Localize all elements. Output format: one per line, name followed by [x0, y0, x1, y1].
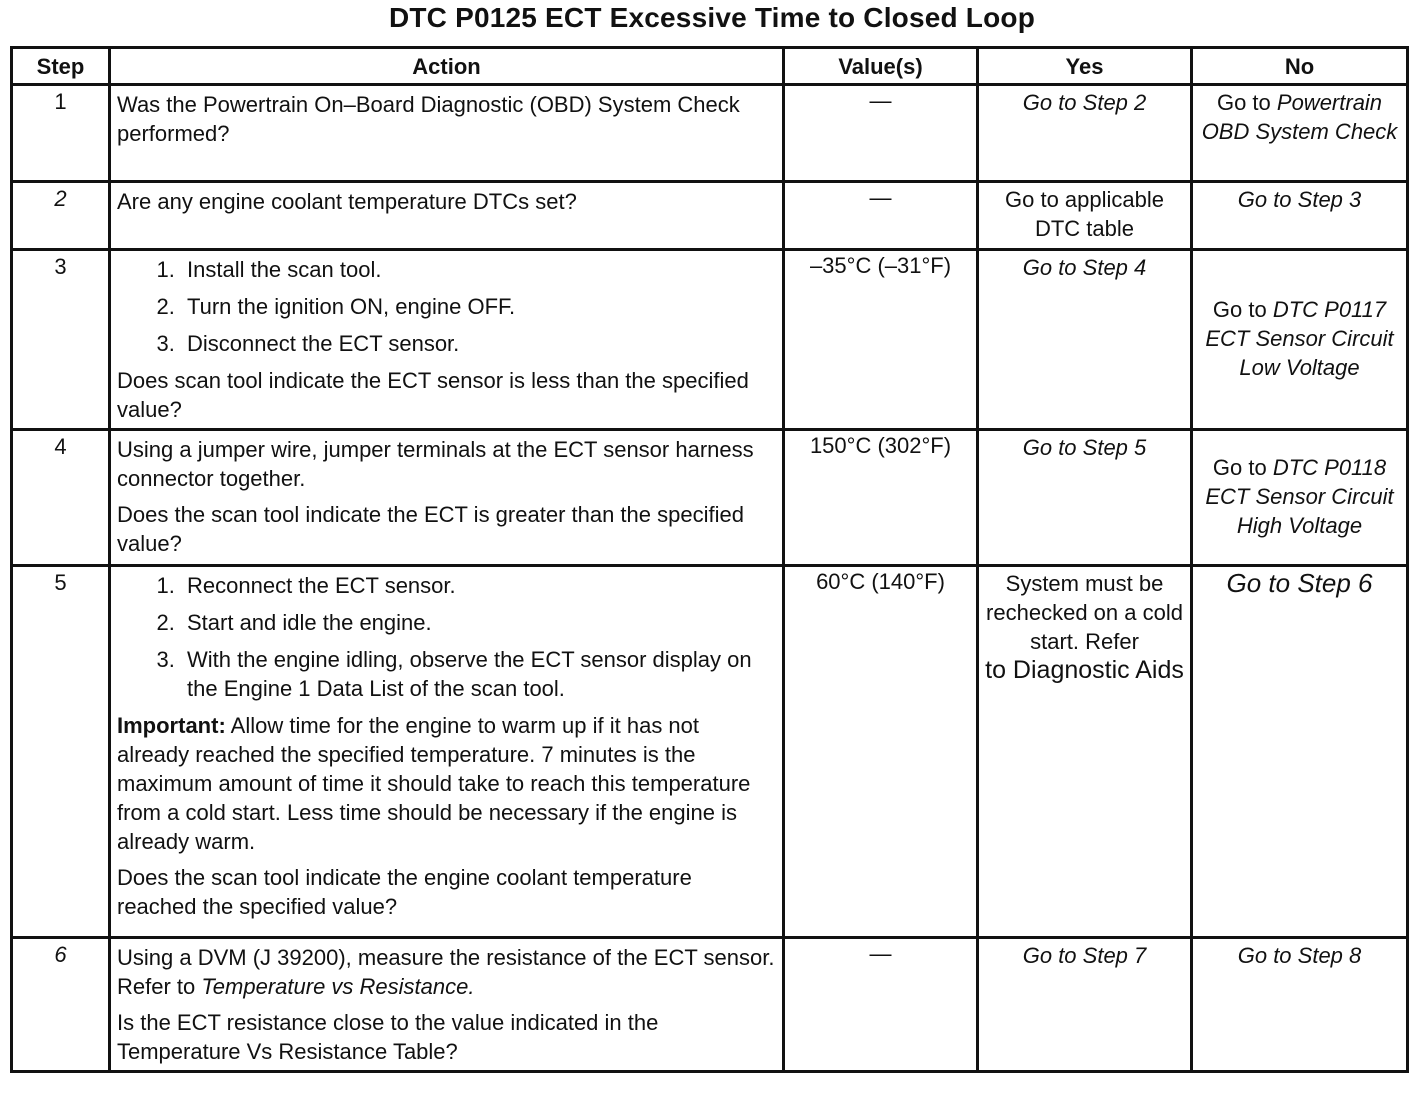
step-number: 3 — [12, 250, 110, 430]
procedure-item: 2. Turn the ignition ON, engine OFF. — [181, 292, 776, 321]
step-number: 4 — [12, 430, 110, 566]
header-yes: Yes — [978, 48, 1192, 85]
yes-text: System must be rechecked on a cold start. Refer — [986, 571, 1183, 654]
action-cell — [110, 85, 784, 182]
important-label: Important: — [117, 713, 226, 738]
action-link: Temperature vs Resistance. — [201, 974, 475, 999]
header-no: No — [1192, 48, 1408, 85]
action-text: Was the Powertrain On–Board Diagnostic (OBD) System Check performed? — [117, 92, 740, 146]
value-cell: 60°C (140°F) — [784, 566, 978, 938]
header-action: Action — [110, 48, 784, 85]
important-text: Allow time for the engine to warm up if it has not already reached the specified temperature. 7 minutes is the maximum amount of time it should take to reach this temperature from a cold start. Less time should be necessary if the engine is already warm. — [117, 713, 751, 854]
no-cell: Go to Step 8 — [1192, 938, 1408, 1072]
value-cell: 150°C (302°F) — [784, 430, 978, 566]
no-link: DTC P0118 ECT Sensor Circuit High Voltage — [1205, 455, 1394, 538]
procedure-list — [117, 255, 776, 358]
yes-text-tail: to Diagnostic Aids — [985, 656, 1184, 684]
procedure-item: 1. Install the scan tool. — [181, 255, 776, 284]
yes-cell — [978, 566, 1192, 938]
question-text: Does the scan tool indicate the engine coolant temperature reached the specified value? — [117, 865, 692, 919]
no-link: DTC P0117 ECT Sensor Circuit Low Voltage — [1205, 297, 1394, 380]
no-prefix: Go to — [1212, 455, 1267, 480]
value-cell: — — [784, 182, 978, 250]
no-cell — [1192, 250, 1408, 430]
no-cell — [1192, 430, 1408, 566]
table-row — [12, 938, 1408, 1072]
question-text: Is the ECT resistance close to the value indicated in the Temperature Vs Resistance Table? — [117, 1010, 659, 1064]
value-cell: — — [784, 938, 978, 1072]
step-number: 1 — [12, 85, 110, 182]
no-cell: Go to Step 6 — [1192, 566, 1408, 938]
no-cell — [1192, 85, 1408, 182]
procedure-item: 2. Start and idle the engine. — [181, 608, 776, 637]
action-cell — [110, 430, 784, 566]
procedure-list — [117, 571, 776, 703]
value-cell: –35°C (–31°F) — [784, 250, 978, 430]
important-note — [117, 711, 776, 856]
header-step: Step — [12, 48, 110, 85]
step-number: 6 — [12, 938, 110, 1072]
yes-cell: Go to Step 7 — [978, 938, 1192, 1072]
yes-cell: Go to applicable DTC table — [978, 182, 1192, 250]
table-row — [12, 430, 1408, 566]
step-number: 2 — [12, 182, 110, 250]
action-cell — [110, 566, 784, 938]
yes-cell: Go to Step 5 — [978, 430, 1192, 566]
step-number: 5 — [12, 566, 110, 938]
header-values: Value(s) — [784, 48, 978, 85]
question-text: Does scan tool indicate the ECT sensor is less than the specified value? — [117, 368, 749, 422]
action-text — [117, 943, 776, 1001]
yes-cell: Go to Step 2 — [978, 85, 1192, 182]
table-row — [12, 566, 1408, 938]
value-cell: — — [784, 85, 978, 182]
action-cell — [110, 938, 784, 1072]
table-row — [12, 182, 1408, 250]
procedure-item: 3. With the engine idling, observe the ECT sensor display on the Engine 1 Data List of the scan tool. — [181, 645, 776, 703]
action-prefix: Using a DVM (J 39200), measure the resistance of the ECT sensor. Refer to — [117, 945, 775, 999]
no-prefix: Go to — [1216, 90, 1271, 115]
no-cell: Go to Step 3 — [1192, 182, 1408, 250]
yes-cell: Go to Step 4 — [978, 250, 1192, 430]
procedure-item: 3. Disconnect the ECT sensor. — [181, 329, 776, 358]
question-text: Does the scan tool indicate the ECT is greater than the specified value? — [117, 502, 744, 556]
action-text: Are any engine coolant temperature DTCs set? — [117, 189, 577, 214]
action-cell — [110, 182, 784, 250]
table-header-row — [12, 48, 1408, 85]
diagnostic-table — [10, 46, 1409, 1073]
no-prefix: Go to — [1212, 297, 1267, 322]
page-title: DTC P0125 ECT Excessive Time to Closed Loop — [388, 2, 1036, 33]
procedure-item: 1. Reconnect the ECT sensor. — [181, 571, 776, 600]
action-text: Using a jumper wire, jumper terminals at the ECT sensor harness connector together. — [117, 437, 754, 491]
no-link: Powertrain OBD System Check — [1201, 90, 1398, 144]
table-row — [12, 85, 1408, 182]
table-row — [12, 250, 1408, 430]
action-cell — [110, 250, 784, 430]
